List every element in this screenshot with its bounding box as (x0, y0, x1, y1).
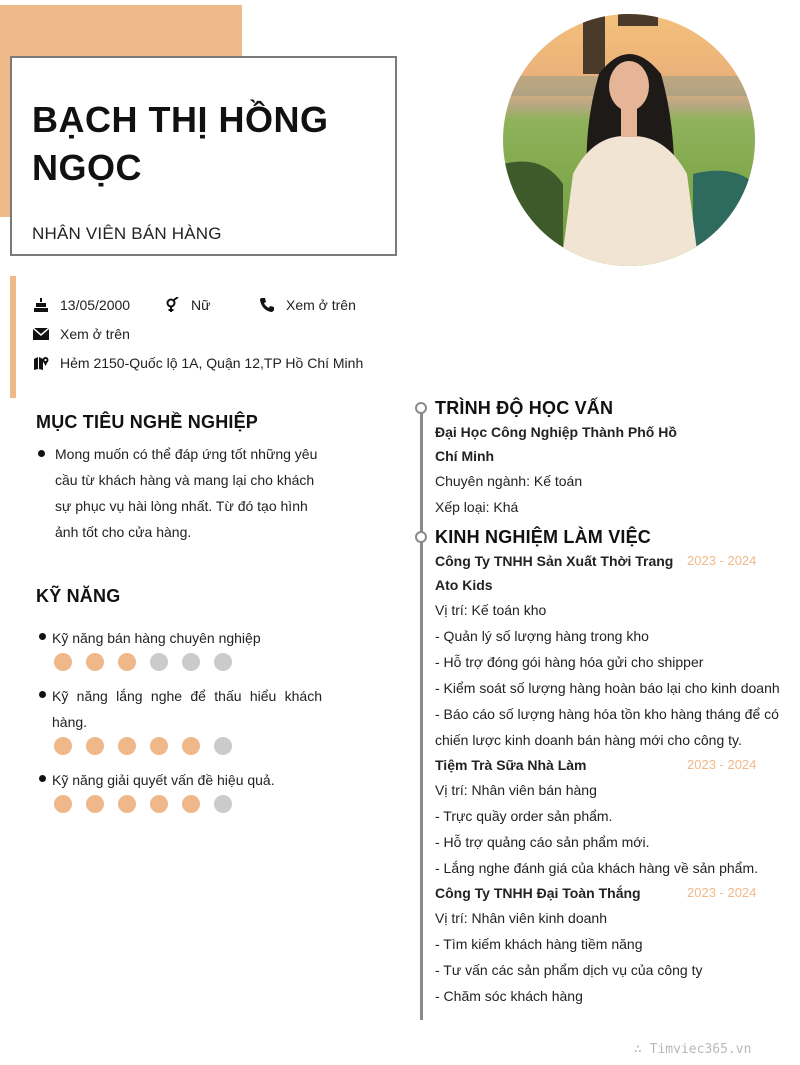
name-box (10, 56, 397, 256)
address-value: Hẻm 2150-Quốc lộ 1A, Quận 12,TP Hồ Chí Minh (60, 355, 364, 371)
phone-value: Xem ở trên (286, 297, 356, 313)
job-detail: - Chăm sóc khách hàng (435, 988, 583, 1004)
rating-dot-filled (150, 737, 168, 755)
job-detail: chiến lược kinh doanh bán hàng mới cho công ty. (435, 732, 742, 748)
contact-gender (163, 296, 210, 314)
email-icon (32, 325, 50, 343)
job-period: 2023 - 2024 (687, 757, 757, 772)
education-major: Chuyên ngành: Kế toán (435, 473, 583, 489)
watermark: ∴ Timviec365.vn (634, 1042, 752, 1057)
job-detail: Vị trí: Nhân viên kinh doanh (435, 910, 607, 926)
education-grade: Xếp loại: Khá (435, 499, 519, 515)
timeline-line (420, 408, 423, 1020)
objective-line: Mong muốn có thể đáp ứng tốt những yêu (55, 446, 318, 462)
experience-node (415, 531, 427, 543)
skill-rating (54, 737, 232, 755)
skill-label-line: Kỹ năng giải quyết vấn đề hiệu quả. (52, 772, 275, 788)
contact-email (32, 325, 130, 343)
birthday-cake-icon (32, 296, 50, 314)
birthday-value: 13/05/2000 (60, 297, 131, 313)
skill-label-line: Kỹ năng bán hàng chuyên nghiệp (52, 630, 261, 646)
rating-dot-empty (182, 653, 200, 671)
skill-label-line: hàng. (52, 714, 88, 730)
job-detail: - Báo cáo số lượng hàng hóa tồn kho hàng tháng để có (435, 706, 779, 722)
rating-dot-filled (86, 653, 104, 671)
job-title: NHÂN VIÊN BÁN HÀNG (32, 224, 222, 243)
rating-dot-filled (118, 737, 136, 755)
job-detail: - Hỗ trợ quảng cáo sản phẩm mới. (435, 834, 650, 850)
job-company: Công Ty TNHH Đại Toàn Thắng (435, 885, 641, 901)
contact-phone (258, 296, 356, 314)
rating-dot-filled (86, 795, 104, 813)
job-detail: - Trực quầy order sản phẩm. (435, 808, 613, 824)
skill-rating (54, 653, 232, 671)
skills-title: KỸ NĂNG (36, 586, 121, 606)
skill-label (52, 683, 322, 735)
objective-title: MỤC TIÊU NGHỀ NGHIỆP (36, 412, 259, 432)
job-company: Tiệm Trà Sữa Nhà Làm (435, 757, 587, 773)
gender-icon (163, 296, 181, 314)
skill-bullet (39, 633, 46, 640)
job-company: Công Ty TNHH Sản Xuất Thời Trang (435, 553, 674, 569)
rating-dot-filled (118, 653, 136, 671)
skill-label (52, 625, 322, 651)
job-detail: - Hỗ trợ đóng gói hàng hóa gửi cho shipper (435, 654, 704, 670)
map-marker-icon (32, 354, 50, 372)
job-company: Ato Kids (435, 577, 493, 593)
skill-rating (54, 795, 232, 813)
skill-bullet (39, 691, 46, 698)
phone-icon (258, 296, 276, 314)
gender-value: Nữ (191, 297, 211, 313)
rating-dot-empty (214, 737, 232, 755)
education-school: Chí Minh (435, 448, 495, 464)
education-school: Đại Học Công Nghiệp Thành Phố Hồ (435, 424, 677, 440)
skill-bullet (39, 775, 46, 782)
email-value: Xem ở trên (60, 326, 130, 342)
experience-title: KINH NGHIỆM LÀM VIỆC (435, 527, 652, 547)
candidate-name: BẠCH THỊ HỒNG NGỌC (32, 99, 329, 188)
profile-photo (503, 14, 755, 266)
rating-dot-filled (182, 737, 200, 755)
objective-line: sự phục vụ hài lòng nhất. Từ đó tạo hình (55, 498, 308, 514)
job-detail: Vị trí: Nhân viên bán hàng (435, 782, 597, 798)
skill-label-line: Kỹ năng lắng nghe để thấu hiểu khách (52, 688, 322, 704)
job-detail: - Tìm kiếm khách hàng tiềm năng (435, 936, 643, 952)
job-detail: - Tư vấn các sản phẩm dịch vụ của công ty (435, 962, 703, 978)
objective-line: ảnh tốt cho cửa hàng. (55, 524, 192, 540)
objective-line: cầu từ khách hàng và mang lại cho khách (55, 472, 315, 488)
job-period: 2023 - 2024 (687, 885, 757, 900)
rating-dot-filled (54, 795, 72, 813)
contact-birthday (32, 296, 130, 314)
rating-dot-empty (150, 653, 168, 671)
rating-dot-filled (118, 795, 136, 813)
job-detail: - Quản lý số lượng hàng trong kho (435, 628, 649, 644)
job-detail: Vị trí: Kế toán kho (435, 602, 547, 618)
rating-dot-filled (182, 795, 200, 813)
education-node (415, 402, 427, 414)
contact-accent-bar (10, 276, 16, 398)
skill-label (52, 767, 322, 793)
objective-bullet (38, 450, 45, 457)
rating-dot-empty (214, 795, 232, 813)
education-title: TRÌNH ĐỘ HỌC VẤN (435, 398, 614, 418)
rating-dot-filled (150, 795, 168, 813)
rating-dot-filled (86, 737, 104, 755)
contact-address (32, 354, 363, 372)
rating-dot-filled (54, 737, 72, 755)
job-detail: - Lắng nghe đánh giá của khách hàng về sản phẩm. (435, 860, 759, 876)
job-detail: - Kiểm soát số lượng hàng hoàn báo lại cho kinh doanh (435, 680, 780, 696)
rating-dot-filled (54, 653, 72, 671)
job-period: 2023 - 2024 (687, 553, 757, 568)
objective-text (55, 441, 323, 545)
rating-dot-empty (214, 653, 232, 671)
